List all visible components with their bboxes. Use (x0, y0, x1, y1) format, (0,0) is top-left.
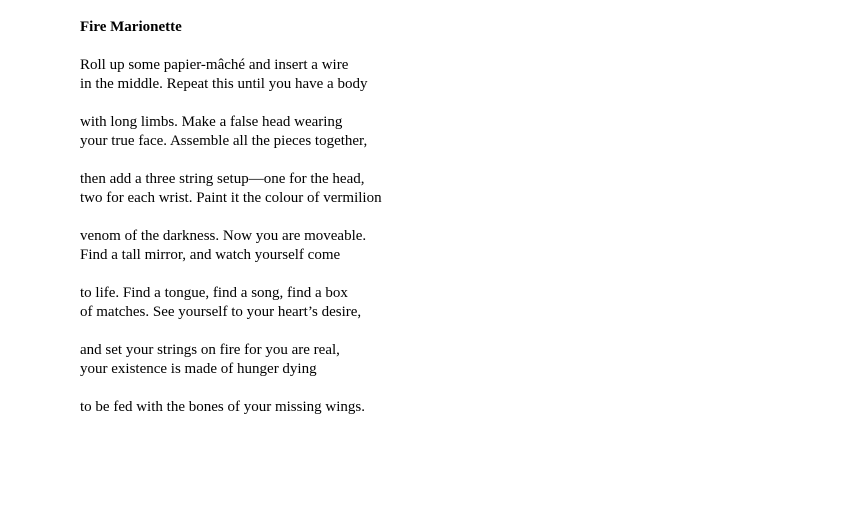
poem-line: to life. Find a tongue, find a song, find a box (80, 285, 348, 301)
poem-line: Find a tall mirror, and watch yourself come (80, 247, 341, 263)
poem-line: in the middle. Repeat this until you have a body (80, 76, 368, 92)
poem-line: your true face. Assemble all the pieces together, (80, 133, 368, 149)
poem-line: two for each wrist. Paint it the colour of vermilion (80, 190, 382, 206)
poem-line: of matches. See yourself to your heart’s desire, (80, 304, 362, 320)
stanza-7 (80, 398, 365, 417)
poem-line: to be fed with the bones of your missing wings. (80, 399, 365, 415)
poem-line: with long limbs. Make a false head wearing (80, 114, 343, 130)
stanza-4 (80, 227, 366, 265)
poem-line: your existence is made of hunger dying (80, 361, 317, 377)
poem-page (80, 18, 780, 415)
poem-line: and set your strings on fire for you are real, (80, 342, 340, 358)
poem-line: Roll up some papier-mâché and insert a wire (80, 57, 349, 73)
stanza-2 (80, 113, 367, 151)
poem-title: Fire Marionette (80, 19, 182, 35)
poem-line: venom of the darkness. Now you are moveable. (80, 228, 367, 244)
stanza-5 (80, 284, 361, 322)
stanza-6 (80, 341, 340, 379)
stanza-1 (80, 56, 367, 94)
stanza-3 (80, 170, 382, 208)
poem-line: then add a three string setup—one for the head, (80, 171, 365, 187)
